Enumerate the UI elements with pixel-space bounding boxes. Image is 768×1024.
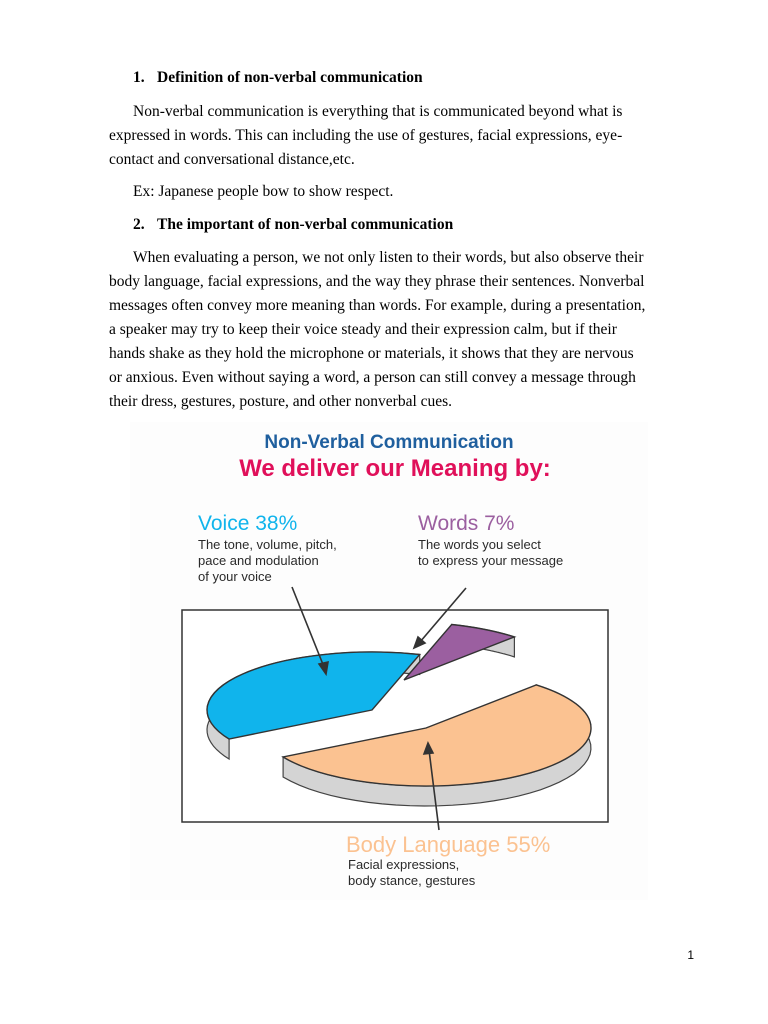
page-number: 1 bbox=[687, 948, 694, 962]
body-language-desc: body stance, gestures bbox=[348, 873, 476, 888]
voice-desc: pace and modulation bbox=[198, 553, 319, 568]
words-desc: to express your message bbox=[418, 553, 564, 568]
paragraph-line: expressed in words. This can including the use of gestures, facial expressions, eye- bbox=[109, 127, 623, 144]
voice-label: Voice 38% bbox=[198, 512, 298, 535]
paragraph-line: hands shake as they hold the microphone or materials, it shows that they are nervous bbox=[109, 345, 634, 362]
section-1-number: 1. bbox=[133, 69, 145, 86]
words-label: Words 7% bbox=[418, 512, 515, 535]
section-2-paragraph bbox=[109, 246, 699, 414]
section-2-title: The important of non-verbal communication bbox=[157, 216, 454, 233]
chart-title: Non-Verbal Communication bbox=[264, 432, 514, 453]
section-1-heading bbox=[133, 68, 423, 88]
words-desc: The words you select bbox=[418, 537, 541, 552]
voice-desc: of your voice bbox=[198, 569, 272, 584]
body-language-label: Body Language 55% bbox=[346, 832, 551, 857]
paragraph-line: a speaker may try to keep their voice steady and their expression calm, but if their bbox=[109, 321, 617, 338]
example-paragraph bbox=[109, 180, 699, 204]
chart-subtitle: We deliver our Meaning by: bbox=[239, 455, 551, 482]
body-language-desc: Facial expressions, bbox=[348, 857, 460, 872]
paragraph-line: their dress, gestures, posture, and other nonverbal cues. bbox=[109, 393, 453, 410]
voice-desc: The tone, volume, pitch, bbox=[198, 537, 337, 552]
section-1-title: Definition of non-verbal communication bbox=[157, 69, 423, 86]
paragraph-line: contact and conversational distance,etc. bbox=[109, 151, 355, 168]
example-line: Ex: Japanese people bow to show respect. bbox=[133, 183, 394, 200]
section-2-heading bbox=[133, 215, 453, 235]
paragraph-line: body language, facial expressions, and the way they phrase their sentences. Nonverbal bbox=[109, 273, 645, 290]
section-2-number: 2. bbox=[133, 216, 145, 233]
paragraph-line: messages often convey more meaning than words. For example, during a presentation, bbox=[109, 297, 646, 314]
pie-chart-figure bbox=[130, 422, 648, 900]
paragraph-line: or anxious. Even without saying a word, a person can still convey a message through bbox=[109, 369, 636, 386]
paragraph-line: When evaluating a person, we not only listen to their words, but also observe their bbox=[133, 249, 644, 266]
section-1-paragraph bbox=[109, 100, 699, 172]
paragraph-line: Non-verbal communication is everything that is communicated beyond what is bbox=[133, 103, 623, 120]
